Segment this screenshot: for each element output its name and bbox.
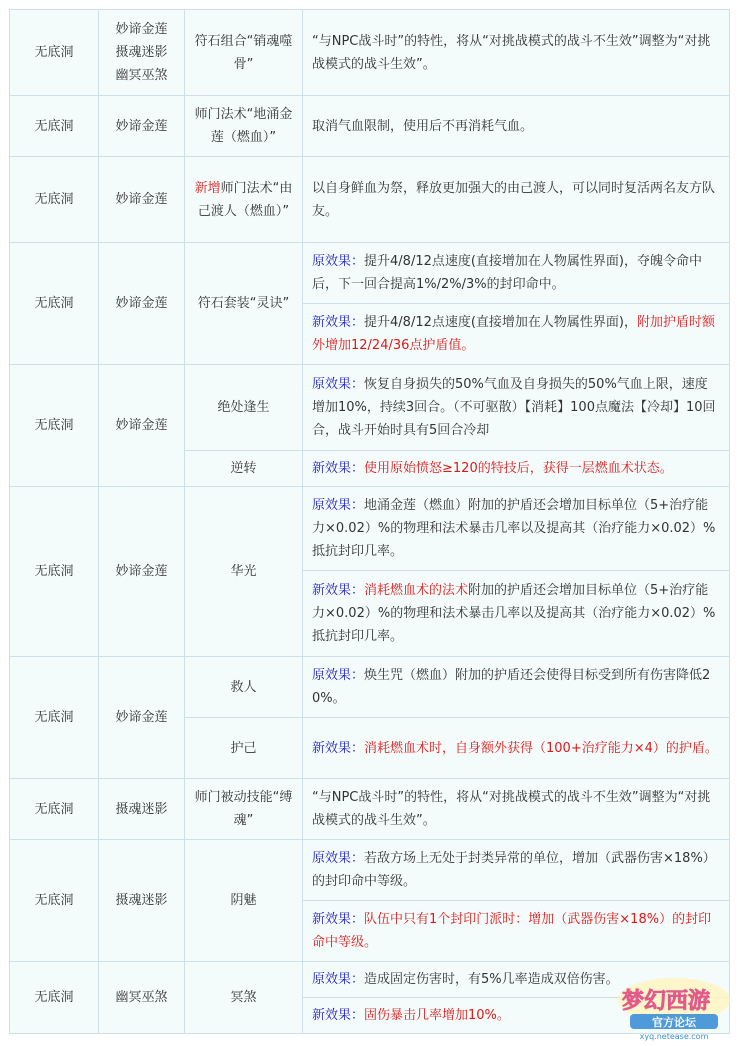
patch-notes-table: [9, 9, 730, 1034]
item-cell: 逆转: [185, 451, 303, 487]
sect-cell: 无底洞: [10, 962, 99, 1034]
item-cell: 阴魅: [185, 840, 303, 962]
new-effect-cell: [303, 718, 730, 779]
old-effect-cell: [303, 243, 730, 304]
description-cell: 以自身鲜血为祭，释放更加强大的由己渡人，可以同时复活两名友方队友。: [303, 157, 730, 243]
old-effect-text: 恢复自身损失的50%气血及自身损失的50%气血上限，速度增加10%，持续3回合。（不可驱散）【消耗】100点魔法【冷却】10回合，战斗开始时具有5回合冷却: [312, 377, 716, 438]
table-row: [10, 10, 730, 96]
new-effect-highlight: 队伍中只有1个封印门派时：增加（武器伤害×18%）的封印命中等级。: [312, 912, 712, 950]
sect-cell: 无底洞: [10, 365, 99, 487]
item-cell: 师门法术“地涌金莲（燃血）”: [185, 96, 303, 157]
item-cell: 符石组合“销魂噬骨”: [185, 10, 303, 96]
old-effect-cell: [303, 657, 730, 718]
path-name: 妙谛金莲: [115, 22, 168, 37]
description-cell: “与NPC战斗时”的特性，将从“对挑战模式的战斗不生效”调整为“对挑战模式的战斗生效”。: [303, 779, 730, 840]
description-cell: 取消气血限制，使用后不再消耗气血。: [303, 96, 730, 157]
old-effect-cell: [303, 487, 730, 571]
old-effect-cell: [303, 365, 730, 451]
sect-cell: 无底洞: [10, 487, 99, 657]
item-cell: [185, 157, 303, 243]
new-effect-cell: [303, 901, 730, 962]
new-effect-label: 新效果：: [312, 912, 365, 927]
path-name: 摄魂迷影: [115, 45, 168, 60]
sect-cell: 无底洞: [10, 779, 99, 840]
new-effect-cell: [303, 451, 730, 487]
path-cell: [99, 10, 185, 96]
path-cell: 摄魂迷影: [99, 840, 185, 962]
item-cell: 符石套装“灵诀”: [185, 243, 303, 365]
item-cell: 冥煞: [185, 962, 303, 1034]
table-row: [10, 365, 730, 451]
sect-cell: 无底洞: [10, 243, 99, 365]
item-cell: 绝处逢生: [185, 365, 303, 451]
new-effect-label: 新效果：: [312, 583, 365, 598]
item-cell: 华光: [185, 487, 303, 657]
new-effect-text: 附加的护盾还会增加目标单位（5+治疗能力×0.02）%的物理和法术暴击几率以及提高其（治疗能力×0.02）%抵抗封印几率。: [312, 583, 716, 644]
old-effect-text: 地涌金莲（燃血）附加的护盾还会增加目标单位（5+治疗能力×0.02）%的物理和法术暴击几率以及提高其（治疗能力×0.02）%抵抗封印几率。: [312, 498, 716, 559]
new-effect-label: 新效果：: [312, 315, 365, 330]
new-effect-highlight: 附加护盾时额外增加12/24/36点护盾值。: [312, 315, 716, 353]
new-effect-highlight: 固伤暴击几率增加10%。: [364, 1008, 510, 1023]
forum-watermark-logo: [614, 972, 734, 1042]
sect-cell: 无底洞: [10, 157, 99, 243]
item-cell: 师门被动技能“缚魂”: [185, 779, 303, 840]
path-cell: 妙谛金莲: [99, 157, 185, 243]
old-effect-text: 焕生咒（燃血）附加的护盾还会使得目标受到所有伤害降低20%。: [312, 668, 711, 706]
item-name: 师门法术“由己渡人（燃血）”: [197, 180, 293, 219]
path-cell: 妙谛金莲: [99, 487, 185, 657]
sect-cell: 无底洞: [10, 10, 99, 96]
table-row: [10, 657, 730, 718]
path-cell: 妙谛金莲: [99, 243, 185, 365]
path-name: 幽冥巫煞: [115, 68, 168, 83]
item-cell: 救人: [185, 657, 303, 718]
new-effect-cell: [303, 571, 730, 657]
new-effect-label: 新效果：: [312, 740, 365, 756]
new-effect-highlight: 使用原始愤怒≥120的特技后，获得一层燃血术状态。: [364, 461, 673, 476]
table-row: [10, 243, 730, 304]
sect-cell: 无底洞: [10, 657, 99, 779]
path-cell: 摄魂迷影: [99, 779, 185, 840]
table-row: [10, 779, 730, 840]
old-effect-text: 若敌方场上无处于封类异常的单位，增加（武器伤害×18%）的封印命中等级。: [312, 851, 716, 889]
table-row: [10, 96, 730, 157]
new-effect-highlight: 消耗燃血术时，自身额外获得（100+治疗能力×4）的护盾。: [364, 740, 718, 756]
old-effect-label: 原效果：: [312, 498, 365, 513]
sect-cell: 无底洞: [10, 840, 99, 962]
path-cell: 妙谛金莲: [99, 657, 185, 779]
table-row: [10, 487, 730, 571]
path-cell: 妙谛金莲: [99, 365, 185, 487]
new-effect-highlight: 消耗燃血术的法术: [364, 583, 469, 598]
new-effect-label: 新效果：: [312, 1008, 365, 1023]
new-effect-cell: [303, 304, 730, 365]
watermark-brand: 梦幻西游: [622, 989, 711, 1014]
old-effect-label: 原效果：: [312, 668, 365, 683]
old-effect-label: 原效果：: [312, 972, 365, 987]
watermark-url: xyq.netease.com: [639, 1032, 709, 1041]
new-tag: 新增: [194, 180, 221, 196]
old-effect-cell: [303, 840, 730, 901]
old-effect-text: 造成固定伤害时，有5%几率造成双倍伤害。: [364, 972, 619, 987]
new-effect-text: 提升4/8/12点速度(直接增加在人物属性界面)，: [364, 315, 638, 330]
path-cell: 妙谛金莲: [99, 96, 185, 157]
old-effect-label: 原效果：: [312, 377, 365, 392]
table-row: [10, 840, 730, 901]
description-cell: “与NPC战斗时”的特性，将从“对挑战模式的战斗不生效”调整为“对挑战模式的战斗生效”。: [303, 10, 730, 96]
old-effect-label: 原效果：: [312, 851, 365, 866]
item-cell: 护己: [185, 718, 303, 779]
sect-cell: 无底洞: [10, 96, 99, 157]
watermark-sub: 官方论坛: [652, 1016, 696, 1029]
table-row: [10, 157, 730, 243]
old-effect-label: 原效果：: [312, 254, 365, 269]
old-effect-text: 提升4/8/12点速度(直接增加在人物属性界面)，夺魄令命中后，下一回合提高1%/2%/3%的封印命中。: [312, 254, 703, 292]
path-cell: 幽冥巫煞: [99, 962, 185, 1034]
new-effect-label: 新效果：: [312, 461, 365, 476]
